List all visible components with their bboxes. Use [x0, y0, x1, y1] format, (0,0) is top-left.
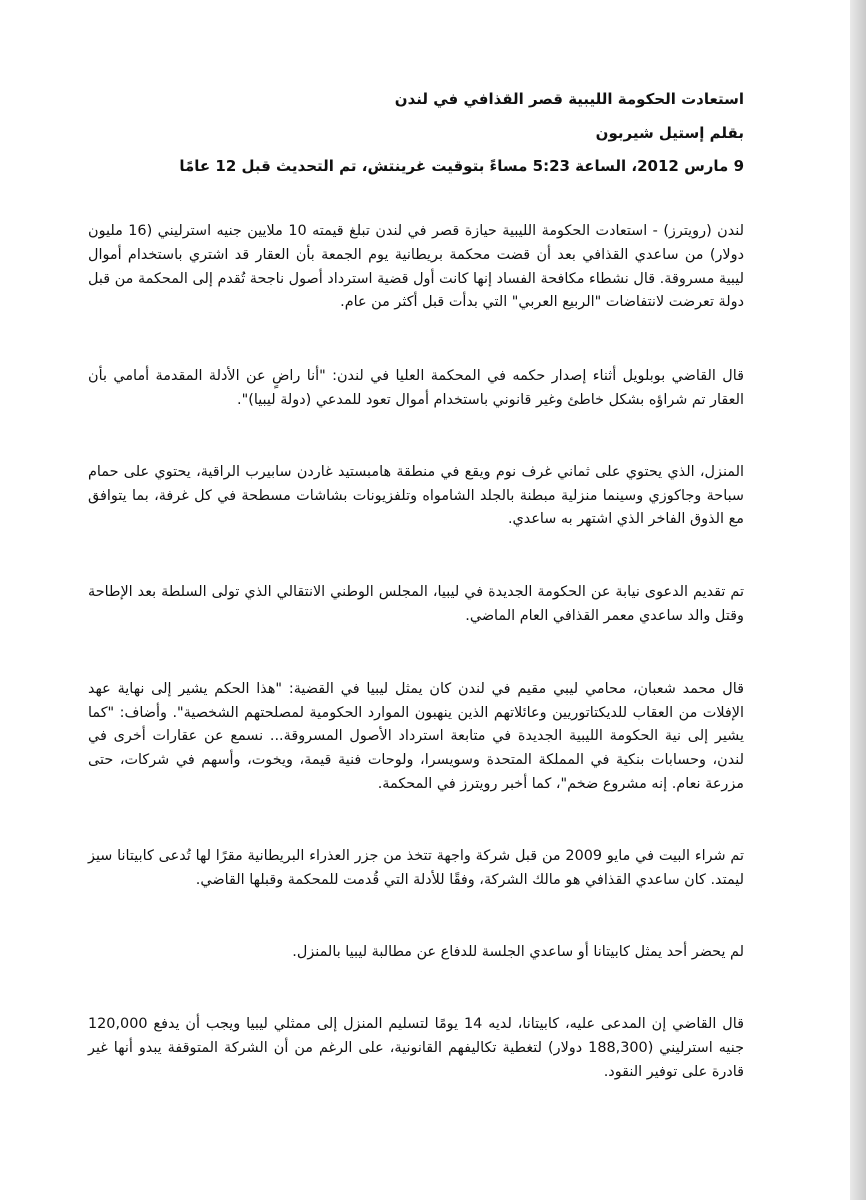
- article-paragraph: قال القاضي إن المدعى عليه، كابيتانا، لديه 14 يومًا لتسليم المنزل إلى ممثلي ليبيا ويجب أن يدفع 120,000 جنيه استرليني (188,300 دولار) لتغطية تكاليفهم القانونية، على الرغم من أن الشركة المتوقفة يبدو أنها غير قادرة على توفير النقود.: [88, 1016, 744, 1080]
- article-paragraph: قال القاضي بوبلويل أثناء إصدار حكمه في المحكمة العليا في لندن: "أنا راضٍ عن الأدلة المقدمة أمامي بأن العقار تم شراؤه بشكل خاطئ وغير قانوني باستخدام أموال تعود للمدعي (دولة ليبيا)".: [88, 368, 744, 408]
- article-paragraph: لم يحضر أحد يمثل كابيتانا أو ساعدي الجلسة للدفاع عن مطالبة ليبيا بالمنزل.: [292, 944, 744, 961]
- article-paragraph: قال محمد شعبان، محامي ليبي مقيم في لندن كان يمثل ليبيا في القضية: "هذا الحكم يشير إلى نهاية عهد الإفلات من العقاب للديكتاتوريين وعائلاتهم الذين ينهبون الموارد الحكومية لمصلحتهم الشخصية". وأضاف: "كما يشير إلى نية الحكومة الليبية الجديدة في متابعة استرداد الأصول المسروقة... نسمع عن عقارات أخرى في لندن، وحسابات بنكية في المملكة المتحدة وسويسرا، ولوحات فنية قيمة، ويخوت، وأسهم في شركات، حتى مزرعة نعام. إنه مشروع ضخم"، كما أخبر رويترز في المحكمة.: [88, 680, 744, 792]
- article: [88, 88, 744, 1085]
- article-paragraph: تم تقديم الدعوى نيابة عن الحكومة الجديدة في ليبيا، المجلس الوطني الانتقالي الذي تولى السلطة بعد الإطاحة وقتل والد ساعدي معمر القذافي العام الماضي.: [88, 584, 744, 624]
- article-paragraph: المنزل، الذي يحتوي على ثماني غرف نوم ويقع في منطقة هامبستيد غاردن سابيرب الراقية، يحتوي على حمام سباحة وجاكوزي وسينما منزلية مبطنة بالجلد الشامواه وتلفزيونات بشاشات مسطحة في كل غرفة، بما يتوافق مع الذوق الفاخر الذي اشتهر به ساعدي.: [88, 463, 744, 528]
- article-paragraph: لندن (رويترز) - استعادت الحكومة الليبية حيازة قصر في لندن تبلغ قيمته 10 ملايين جنيه استرليني (16 مليون دولار) من ساعدي القذافي بعد أن قضت محكمة بريطانية يوم الجمعة بأن العقار قد اشتري باستخدام أموال ليبية مسروقة. قال نشطاء مكافحة الفساد إنها كانت أول قضية استرداد أصول ناجحة تُقدم إلى المحكمة من قبل دولة تعرضت لانتفاضات "الربيع العربي" التي بدأت قبل أكثر من عام.: [88, 223, 744, 311]
- article-dateline: 9 مارس 2012، الساعة 5:23 مساءً بتوقيت غرينتش، تم التحديث قبل 12 عامًا: [179, 157, 744, 175]
- article-byline: بقلم إستيل شيربون: [595, 124, 744, 142]
- article-title: استعادت الحكومة الليبية قصر القذافي في لندن: [394, 90, 744, 108]
- article-paragraph: تم شراء البيت في مايو 2009 من قبل شركة واجهة تتخذ من جزر العذراء البريطانية مقرًا لها تُدعى كابيتانا سيز ليمتد. كان ساعدي القذافي هو مالك الشركة، وفقًا للأدلة التي قُدمت للمحكمة وقبلها القاضي.: [88, 847, 744, 888]
- page-edge-shadow: [850, 0, 866, 1200]
